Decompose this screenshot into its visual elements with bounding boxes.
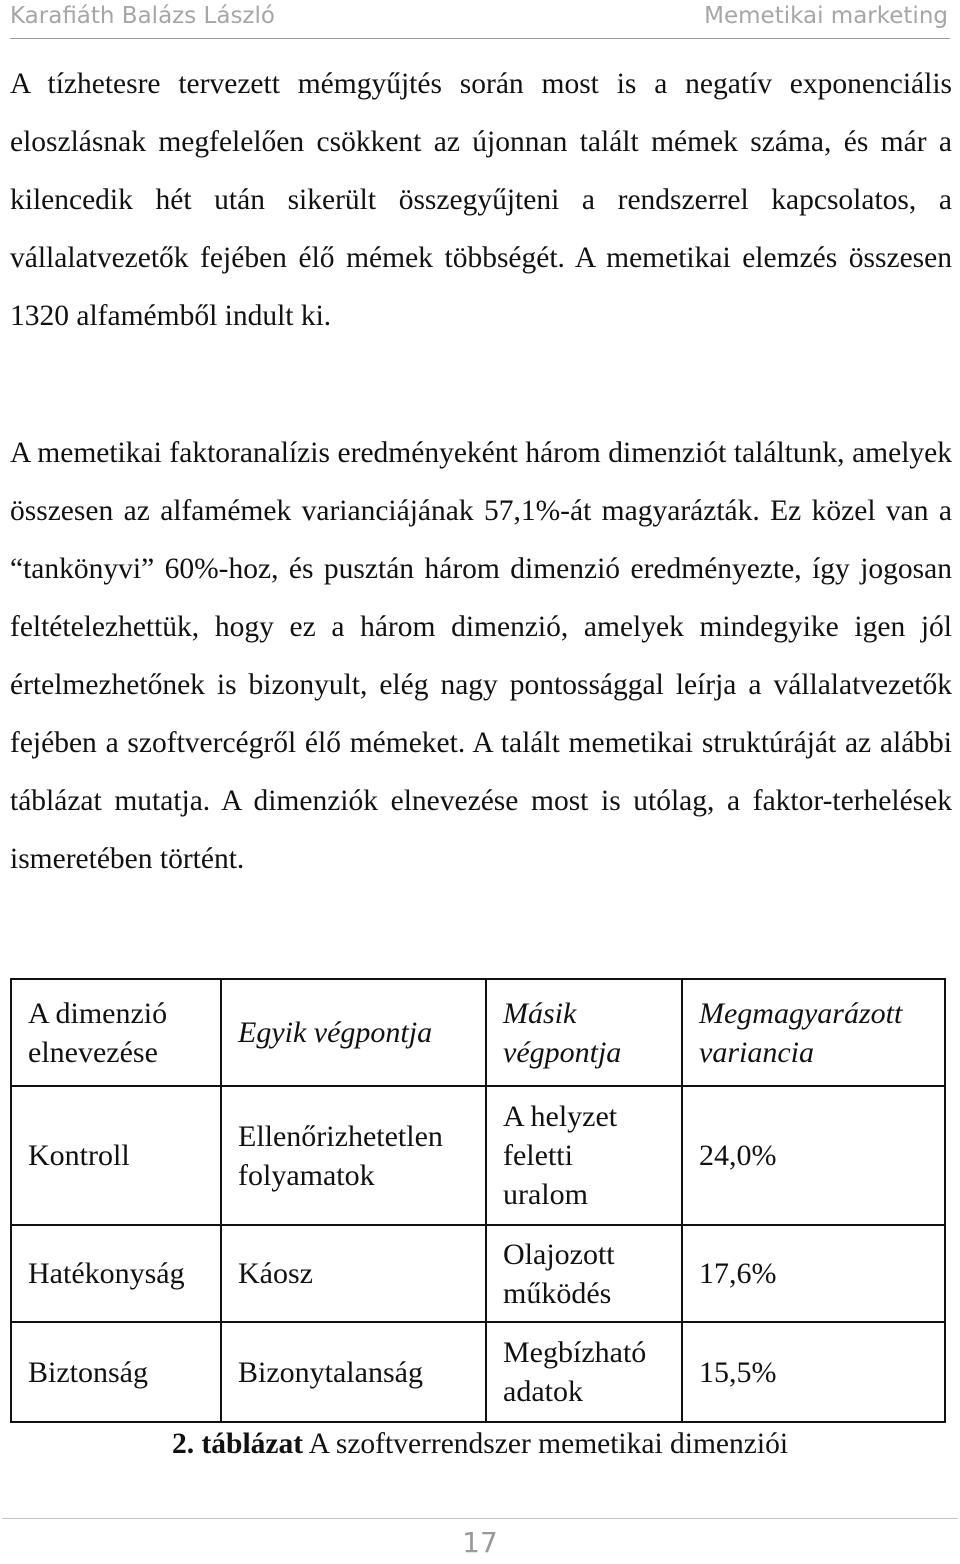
header-one-endpoint: Egyik végpontja	[221, 979, 486, 1086]
cell-other-endpoint: Olajozott működés	[486, 1225, 682, 1322]
dimensions-table	[10, 978, 946, 1423]
header-dimension-name: A dimenzió elnevezése	[11, 979, 221, 1086]
cell-one-endpoint: Bizonytalanság	[221, 1322, 486, 1422]
table-header-row	[11, 979, 945, 1086]
header-explained-variance: Megmagyarázott variancia	[682, 979, 945, 1086]
cell-dimension: Hatékonyság	[11, 1225, 221, 1322]
paragraph-2: A memetikai faktoranalízis eredményeként három dimenziót találtunk, amelyek összesen az alfamémek varianciájának 57,1%-át magyarázták. Ez közel van a “tankönyvi” 60%-hoz, és pusztán három dimenzió eredményezte, így jogosan feltételezhettük, hogy ez a három dimenzió, amelyek mindegyike igen jól értelmezhetőnek is bizonyult, elég nagy pontossággal leírja a vállalatvezetők fejében a szoftvercégről élő mémeket. A talált memetikai struktúráját az alábbi táblázat mutatja. A dimenziók elnevezése most is utólag, a faktor-terhelések ismeretében történt.	[10, 437, 952, 875]
table-caption	[0, 1424, 960, 1464]
table-row	[11, 1322, 945, 1422]
paragraph-1: A tízhetesre tervezett mémgyűjtés során most is a negatív exponenciális eloszlásnak megfelelően csökkent az újonnan talált mémek száma, és már a kilencedik hét után sikerült összegyűjteni a rendszerrel kapcsolatos, a vállalatvezetők fejében élő mémek többségét. A memetikai elemzés összesen 1320 alfamémből indult ki.	[10, 68, 952, 332]
cell-one-endpoint: Ellenőrizhetetlen folyamatok	[221, 1086, 486, 1225]
header-author: Karafiáth Balázs László	[10, 3, 275, 29]
page-number: 17	[462, 1526, 498, 1559]
table-row	[11, 1225, 945, 1322]
cell-variance: 15,5%	[682, 1322, 945, 1422]
cell-variance: 24,0%	[682, 1086, 945, 1225]
header-title: Memetikai marketing	[704, 3, 948, 29]
header-other-endpoint: Másik végpontja	[486, 979, 682, 1086]
caption-label: 2. táblázat	[171, 1428, 304, 1460]
cell-dimension: Kontroll	[11, 1086, 221, 1225]
table-row	[11, 1086, 945, 1225]
cell-other-endpoint: A helyzet feletti uralom	[486, 1086, 682, 1225]
footer-divider	[2, 1518, 958, 1519]
cell-one-endpoint: Káosz	[221, 1225, 486, 1322]
page-header	[10, 0, 950, 39]
cell-dimension: Biztonság	[11, 1322, 221, 1422]
cell-other-endpoint: Megbízható adatok	[486, 1322, 682, 1422]
caption-text: A szoftverrendszer memetikai dimenziói	[303, 1428, 789, 1460]
cell-variance: 17,6%	[682, 1225, 945, 1322]
